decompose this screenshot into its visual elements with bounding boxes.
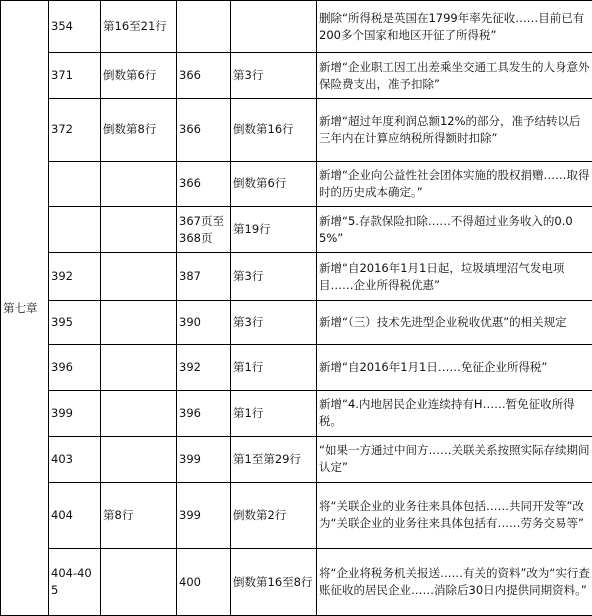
old-page-cell: 371: [49, 53, 101, 99]
new-page-cell: 366: [177, 161, 231, 207]
old-line-cell: [101, 344, 177, 390]
table-row: [1, 207, 592, 253]
old-line-cell: [101, 207, 177, 253]
old-line-cell: 倒数第8行: [101, 98, 177, 161]
old-line-cell: [101, 549, 177, 616]
table-row: [1, 344, 592, 390]
table-row: [1, 161, 592, 207]
new-line-cell: 第1行: [231, 390, 317, 436]
change-description-cell: 新增“自2016年1月1日……免征企业所得税”: [317, 344, 592, 390]
change-description-cell: 将“关联企业的业务往来具体包括……共同开发等”改为“关联企业的业务往来具体包括有……劳务交易等”: [317, 482, 592, 549]
table-row: [1, 482, 592, 549]
new-page-cell: 396: [177, 390, 231, 436]
table-row: [1, 253, 592, 301]
change-description-cell: 新增“（三）技术先进型企业税收优惠”的相关规定: [317, 301, 592, 345]
old-line-cell: [101, 390, 177, 436]
table-row: [1, 436, 592, 482]
old-line-cell: 第8行: [101, 482, 177, 549]
old-page-cell: 395: [49, 301, 101, 345]
new-line-cell: 第1至第29行: [231, 436, 317, 482]
old-page-cell: 396: [49, 344, 101, 390]
new-page-cell: 399: [177, 436, 231, 482]
new-line-cell: 第3行: [231, 301, 317, 345]
old-page-cell: [49, 207, 101, 253]
new-line-cell: 第19行: [231, 207, 317, 253]
old-page-cell: 404-405: [49, 549, 101, 616]
new-line-cell: [231, 1, 317, 53]
change-description-cell: “如果一方通过中间方……关联关系按照实际存续期间认定”: [317, 436, 592, 482]
new-page-cell: 399: [177, 482, 231, 549]
change-description-cell: 新增“4.内地居民企业连续持有H……暂免征收所得税。: [317, 390, 592, 436]
old-line-cell: [101, 436, 177, 482]
new-line-cell: 第3行: [231, 53, 317, 99]
new-page-cell: [177, 1, 231, 53]
new-page-cell: 366: [177, 98, 231, 161]
new-page-cell: 400: [177, 549, 231, 616]
old-line-cell: [101, 161, 177, 207]
change-description-cell: 新增“企业向公益性社会团体实施的股权捐赠……取得时的历史成本确定。”: [317, 161, 592, 207]
new-page-cell: 366: [177, 53, 231, 99]
old-line-cell: 第16至21行: [101, 1, 177, 53]
old-page-cell: 399: [49, 390, 101, 436]
change-description-cell: 删除“所得税是英国在1799年率先征收……目前已有200多个国家和地区开征了所得税”: [317, 1, 592, 53]
old-line-cell: [101, 301, 177, 345]
new-line-cell: 第1行: [231, 344, 317, 390]
table-row: [1, 549, 592, 616]
new-line-cell: 倒数第2行: [231, 482, 317, 549]
table-row: [1, 53, 592, 99]
new-page-cell: 387: [177, 253, 231, 301]
change-description-cell: 新增“5.存款保险扣除……不得超过业务收入的0.05%”: [317, 207, 592, 253]
change-description-cell: 新增“企业职工因工出差乘坐交通工具发生的人身意外保险费支出，准予扣除”: [317, 53, 592, 99]
table-row: [1, 301, 592, 345]
change-description-cell: 将“企业将税务机关报送……有关的资料”改为“实行查账征收的居民企业……消除后30日内提供同期资料。”: [317, 549, 592, 616]
old-page-cell: [49, 161, 101, 207]
old-page-cell: 372: [49, 98, 101, 161]
old-page-cell: 404: [49, 482, 101, 549]
new-line-cell: 倒数第6行: [231, 161, 317, 207]
new-line-cell: 倒数第16行: [231, 98, 317, 161]
table-row: [1, 390, 592, 436]
new-page-cell: 367页至368页: [177, 207, 231, 253]
new-line-cell: 第3行: [231, 253, 317, 301]
change-description-cell: 新增“自2016年1月1日起，垃圾填埋沼气发电项目……企业所得税优惠”: [317, 253, 592, 301]
new-page-cell: 390: [177, 301, 231, 345]
change-description-cell: 新增“超过年度利润总额12%的部分，准予结转以后三年内在计算应纳税所得额时扣除”: [317, 98, 592, 161]
old-page-cell: 392: [49, 253, 101, 301]
table-row: [1, 1, 592, 53]
old-page-cell: 403: [49, 436, 101, 482]
table-row: [1, 98, 592, 161]
chapter-cell: 第七章: [1, 1, 49, 616]
old-line-cell: 倒数第6行: [101, 53, 177, 99]
new-line-cell: 倒数第16至8行: [231, 549, 317, 616]
old-page-cell: 354: [49, 1, 101, 53]
new-page-cell: 392: [177, 344, 231, 390]
old-line-cell: [101, 253, 177, 301]
